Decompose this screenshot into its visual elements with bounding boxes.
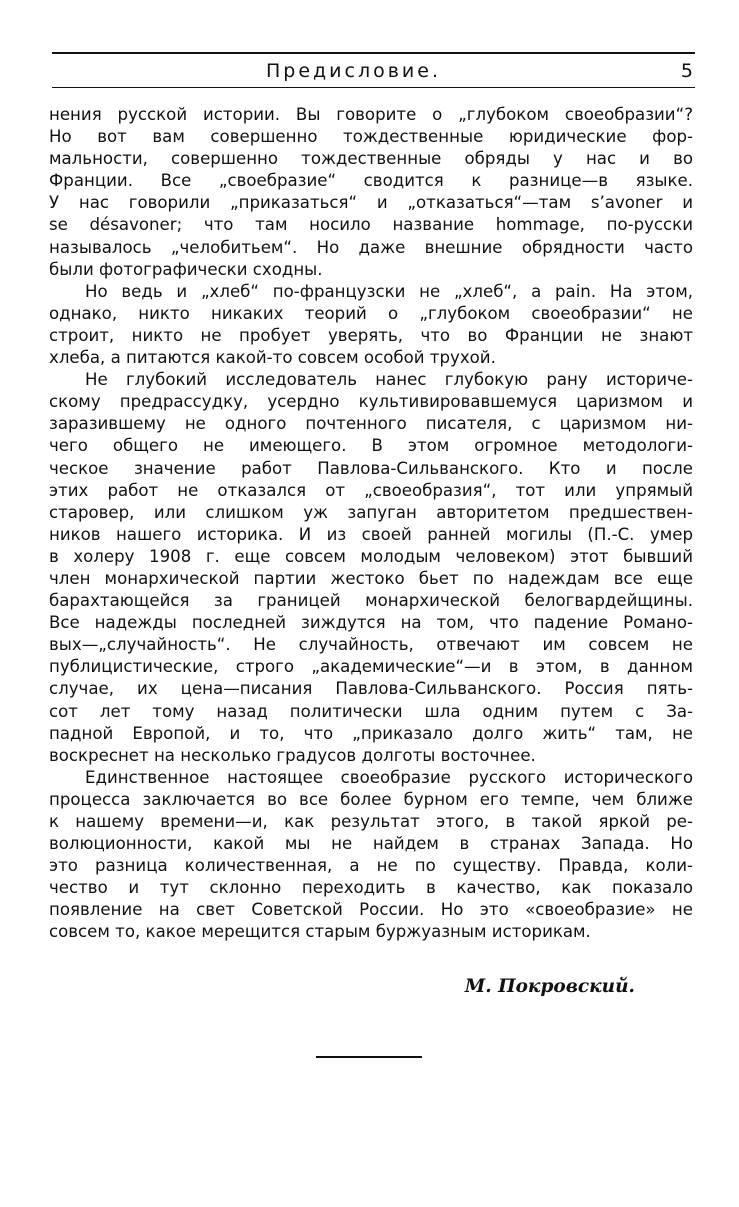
text-line: старовер, или слишком уж запуган авторитетом предшествен- [49,502,693,522]
text-line: волюционности, какой мы не найдем в странах Запада. Но [49,834,693,854]
text-line: чество и тут склонно переходить в качество, как показало [49,878,693,898]
text-line: чего общего не имеющего. В этом огромное методологи- [49,436,693,456]
text-line: строит, никто не пробует уверять, что во Франции не знают [49,325,693,345]
text-line: барахтающейся за границей монархической белогвардейщины. [49,591,693,611]
text-line: совсем то, какое мерещится старым буржуазным историкам. [49,922,591,942]
author-signature: М. Покровский. [464,976,635,997]
text-line: нения русской истории. Вы говорите о „глубоком своеобразии“? [49,105,693,124]
text-line: хлеба, а питаются какой-то совсем особой трухой. [49,348,496,368]
text-line: мальности, совершенно тождественные обряды у нас и во [49,149,693,169]
text-line: заразившему не одного почтенного писателя, с царизмом ни- [49,414,693,434]
text-line: ческое значение работ Павлова-Сильванского. Кто и после [49,458,693,478]
text-line: были фотографически сходны. [49,259,323,279]
header-bottom-rule [52,87,695,88]
body-text [49,104,693,944]
running-header-title: Предисловие. [266,60,442,82]
text-line: вых—„случайность“. Не случайность, отвечают им совсем не [49,635,693,655]
header-top-rule [52,52,695,54]
text-line: У нас говорили „приказаться“ и „отказаться“—там s’avoner и [49,193,693,213]
text-line: падной Европой, и то, что „приказало долго жить“ там, не [49,723,693,743]
end-rule [316,1056,422,1058]
text-line: воскреснет на несколько градусов долготы восточнее. [49,745,536,765]
text-line: Все надежды последней зиждутся на том, что падение Романо- [49,613,693,633]
text-line: процесса заключается во все более бурном его темпе, чем ближе [49,789,693,809]
text-line: se désavoner; что там носило название hommage, по-русски [49,215,693,235]
text-line: однако, никто никаких теорий о „глубоком своеобразии“ не [49,303,693,323]
text-line: в холеру 1908 г. еще совсем молодым человеком) этот бывший [49,546,693,566]
text-line: случае, их цена—писания Павлова-Сильванского. Россия пять- [49,679,693,699]
text-line: этих работ не отказался от „своеобразия“, тот или упрямый [49,480,693,500]
text-line: сот лет тому назад политически шла одним путем с За- [49,701,693,721]
text-line: публицистические, строго „академические“—и в этом, в данном [49,657,693,677]
text-line: Не глубокий исследователь нанес глубокую рану историче- [85,370,693,390]
text-line: ников нашего историка. И из своей ранней могилы (П.-С. умер [49,524,693,544]
running-header [52,58,695,86]
text-line: Но ведь и „хлеб“ по-французски не „хлеб“, а pain. На этом, [85,281,693,301]
text-line: Франции. Все „своебразие“ сводится к разнице—в языке. [49,171,693,191]
text-line: скому предрассудку, усердно культивировавшемуся царизмом и [49,392,693,412]
text-line: к нашему времени—и, как результат этого, в такой яркой ре- [49,812,693,831]
text-line: член монархической партии жестоко бьет по надеждам все еще [49,568,693,588]
text-line: Но вот вам совершенно тождественные юридические фор- [49,127,693,147]
text-line: Единственное настоящее своеобразие русского исторического [85,767,693,787]
text-line: появление на свет Советской России. Но это «своеобразие» не [49,900,693,920]
page-number: 5 [680,60,693,82]
text-line: называлось „челобитьем“. Но даже внешние обрядности часто [49,237,693,257]
text-line: это разница количественная, а не по существу. Правда, коли- [49,856,693,876]
